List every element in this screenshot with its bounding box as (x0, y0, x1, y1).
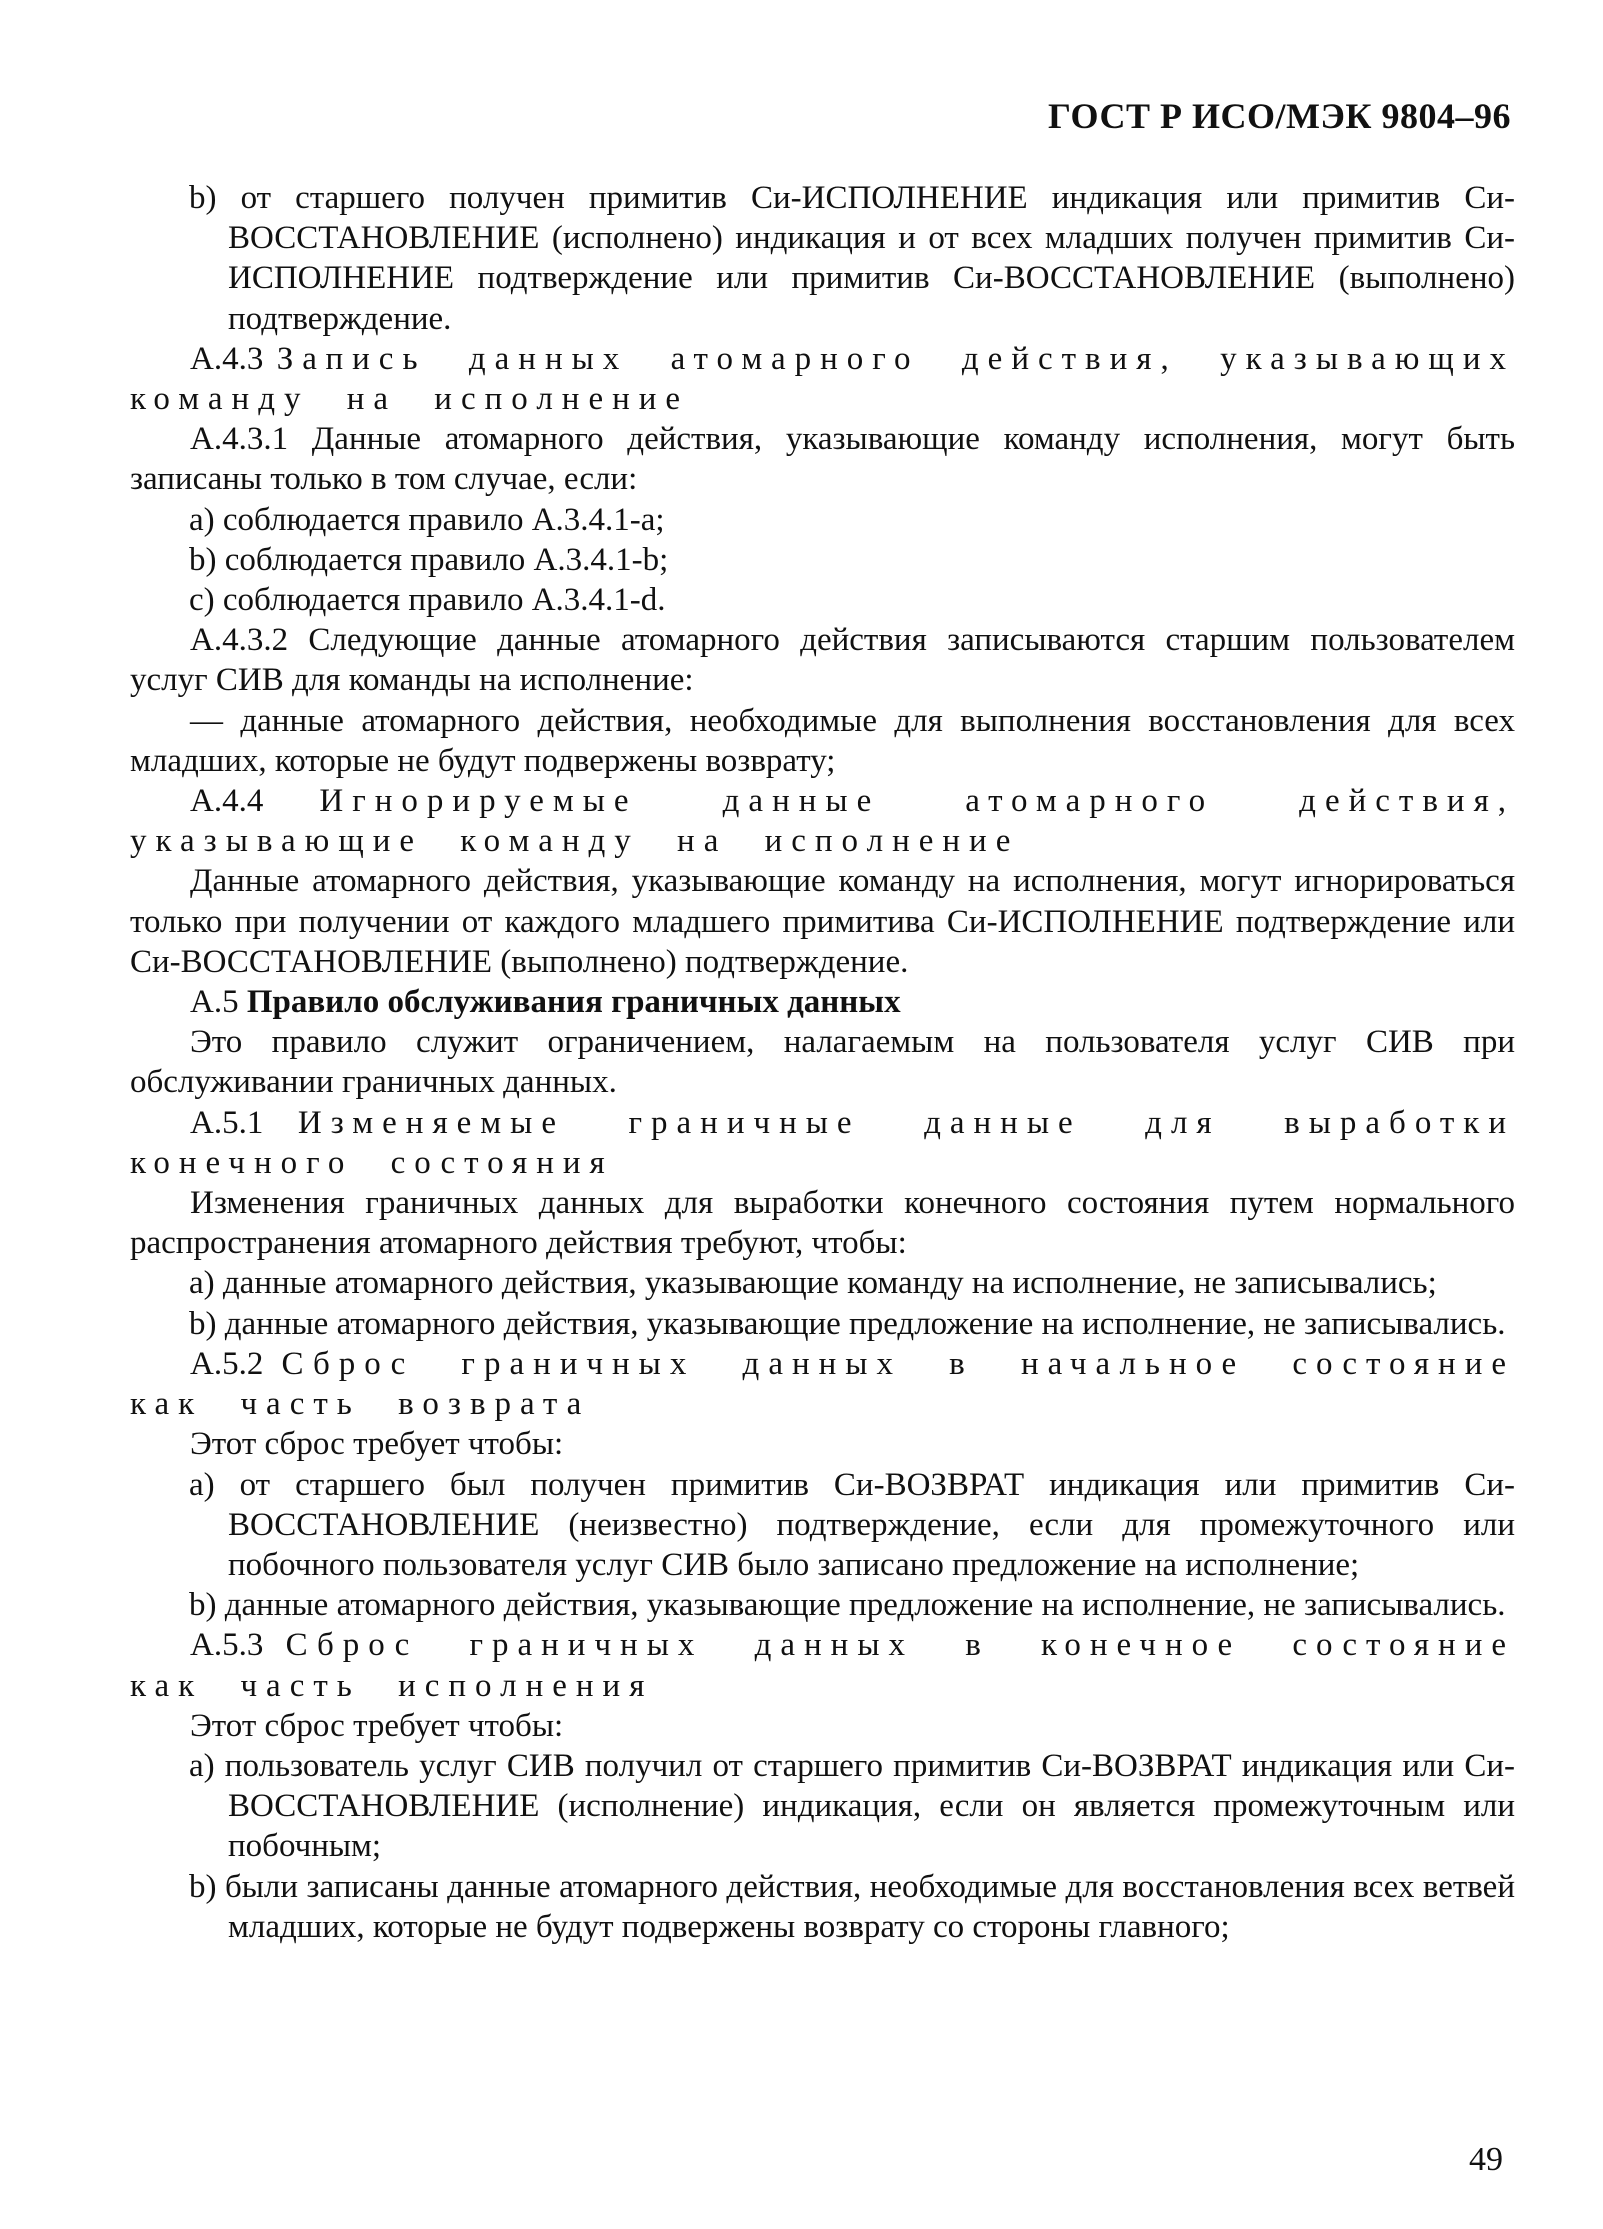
list-item: b) соблюдается правило А.3.4.1-b; (189, 541, 669, 578)
list-item: b) от старшего получен примитив Си-ИСПОЛНЕНИЕ индикация или примитив Си-ВОССТАНОВЛЕНИЕ (исполнено) индикация и от всех младших получен примитив Си-ИСПОЛНЕНИЕ подтверждение или примитив Си-ВОССТАНОВЛЕНИЕ (выполнено) подтверждение. (189, 180, 1515, 337)
section-heading (130, 1103, 1515, 1183)
section-title: Запись данных атомарного действия, указывающих команду на исполнение (130, 340, 1516, 418)
document-body (130, 178, 1515, 1947)
section-number: А.4.3 (190, 340, 264, 377)
paragraph: — данные атомарного действия, необходимые для выполнения восстановления для всех младших, которые не будут подвержены возврату; (130, 702, 1515, 779)
list-item: a) пользователь услуг СИВ получил от старшего примитив Си-ВОЗВРАТ индикация или Си-ВОССТАНОВЛЕНИЕ (исполнение) индикация, если он является промежуточным или побочным; (189, 1747, 1515, 1865)
section-number: А.4.4 (190, 783, 264, 820)
paragraph: Это правило служит ограничением, налагаемым на пользователя услуг СИВ при обслуживании граничных данных. (130, 1024, 1515, 1101)
paragraph: Этот сброс требует чтобы: (190, 1426, 564, 1463)
section-title: Игнорируемые данные атомарного действия, указывающие команду на исполнение (130, 783, 1515, 860)
list-item: b) данные атомарного действия, указывающие предложение на исполнение, не записывались. (189, 1587, 1506, 1624)
paragraph: Данные атомарного действия, указывающие команду на исполнения, могут игнорироваться только при получении от каждого младшего примитива Си-ИСПОЛНЕНИЕ подтверждение или Си-ВОССТАНОВЛЕНИЕ (выполнено) подтверждение. (130, 863, 1515, 980)
section-heading (130, 781, 1515, 861)
section-heading (130, 1625, 1515, 1705)
list-item: a) данные атомарного действия, указывающие команду на исполнение, не записывались; (189, 1265, 1437, 1302)
section-number: А.5.2 (190, 1345, 264, 1382)
section-heading (130, 982, 1515, 1022)
section-heading (130, 1344, 1515, 1424)
list-item: b) были записаны данные атомарного действия, необходимые для восстановления всех ветвей младших, которые не будут подвержены возврату со стороны главного; (189, 1868, 1515, 1945)
paragraph: Этот сброс требует чтобы: (190, 1707, 564, 1744)
section-heading (130, 339, 1515, 419)
document-header: ГОСТ Р ИСО/МЭК 9804–96 (1048, 96, 1511, 136)
section-title: Сброс граничных данных в конечное состояние как часть исполнения (130, 1627, 1515, 1704)
list-item: b) данные атомарного действия, указывающие предложение на исполнение, не записывались. (189, 1305, 1506, 1342)
section-title: Изменяемые граничные данные для выработки конечного состояния (130, 1104, 1515, 1181)
section-number: А.5 (190, 984, 239, 1021)
list-item: a) соблюдается правило А.3.4.1-a; (189, 501, 665, 538)
section-title: Правило обслуживания граничных данных (246, 984, 901, 1021)
section-number: А.5.1 (190, 1104, 264, 1141)
section-title: Сброс граничных данных в начальное состояние как часть возврата (130, 1345, 1516, 1423)
page-number: 49 (1469, 2141, 1503, 2178)
paragraph: Изменения граничных данных для выработки конечного состояния путем нормального распространения атомарного действия требуют, чтобы: (130, 1185, 1515, 1262)
paragraph: А.4.3.2 Следующие данные атомарного действия записываются старшим пользователем услуг СИВ для команды на исполнение: (130, 622, 1515, 699)
list-item: c) соблюдается правило А.3.4.1-d. (189, 582, 666, 619)
section-number: А.5.3 (190, 1627, 264, 1664)
list-item: a) от старшего был получен примитив Си-ВОЗВРАТ индикация или примитив Си-ВОССТАНОВЛЕНИЕ (неизвестно) подтверждение, если для промежуточного или побочного пользователя услуг СИВ было записано предложение на исполнение; (189, 1466, 1515, 1583)
paragraph: А.4.3.1 Данные атомарного действия, указывающие команду исполнения, могут быть записаны только в том случае, если: (130, 421, 1515, 498)
